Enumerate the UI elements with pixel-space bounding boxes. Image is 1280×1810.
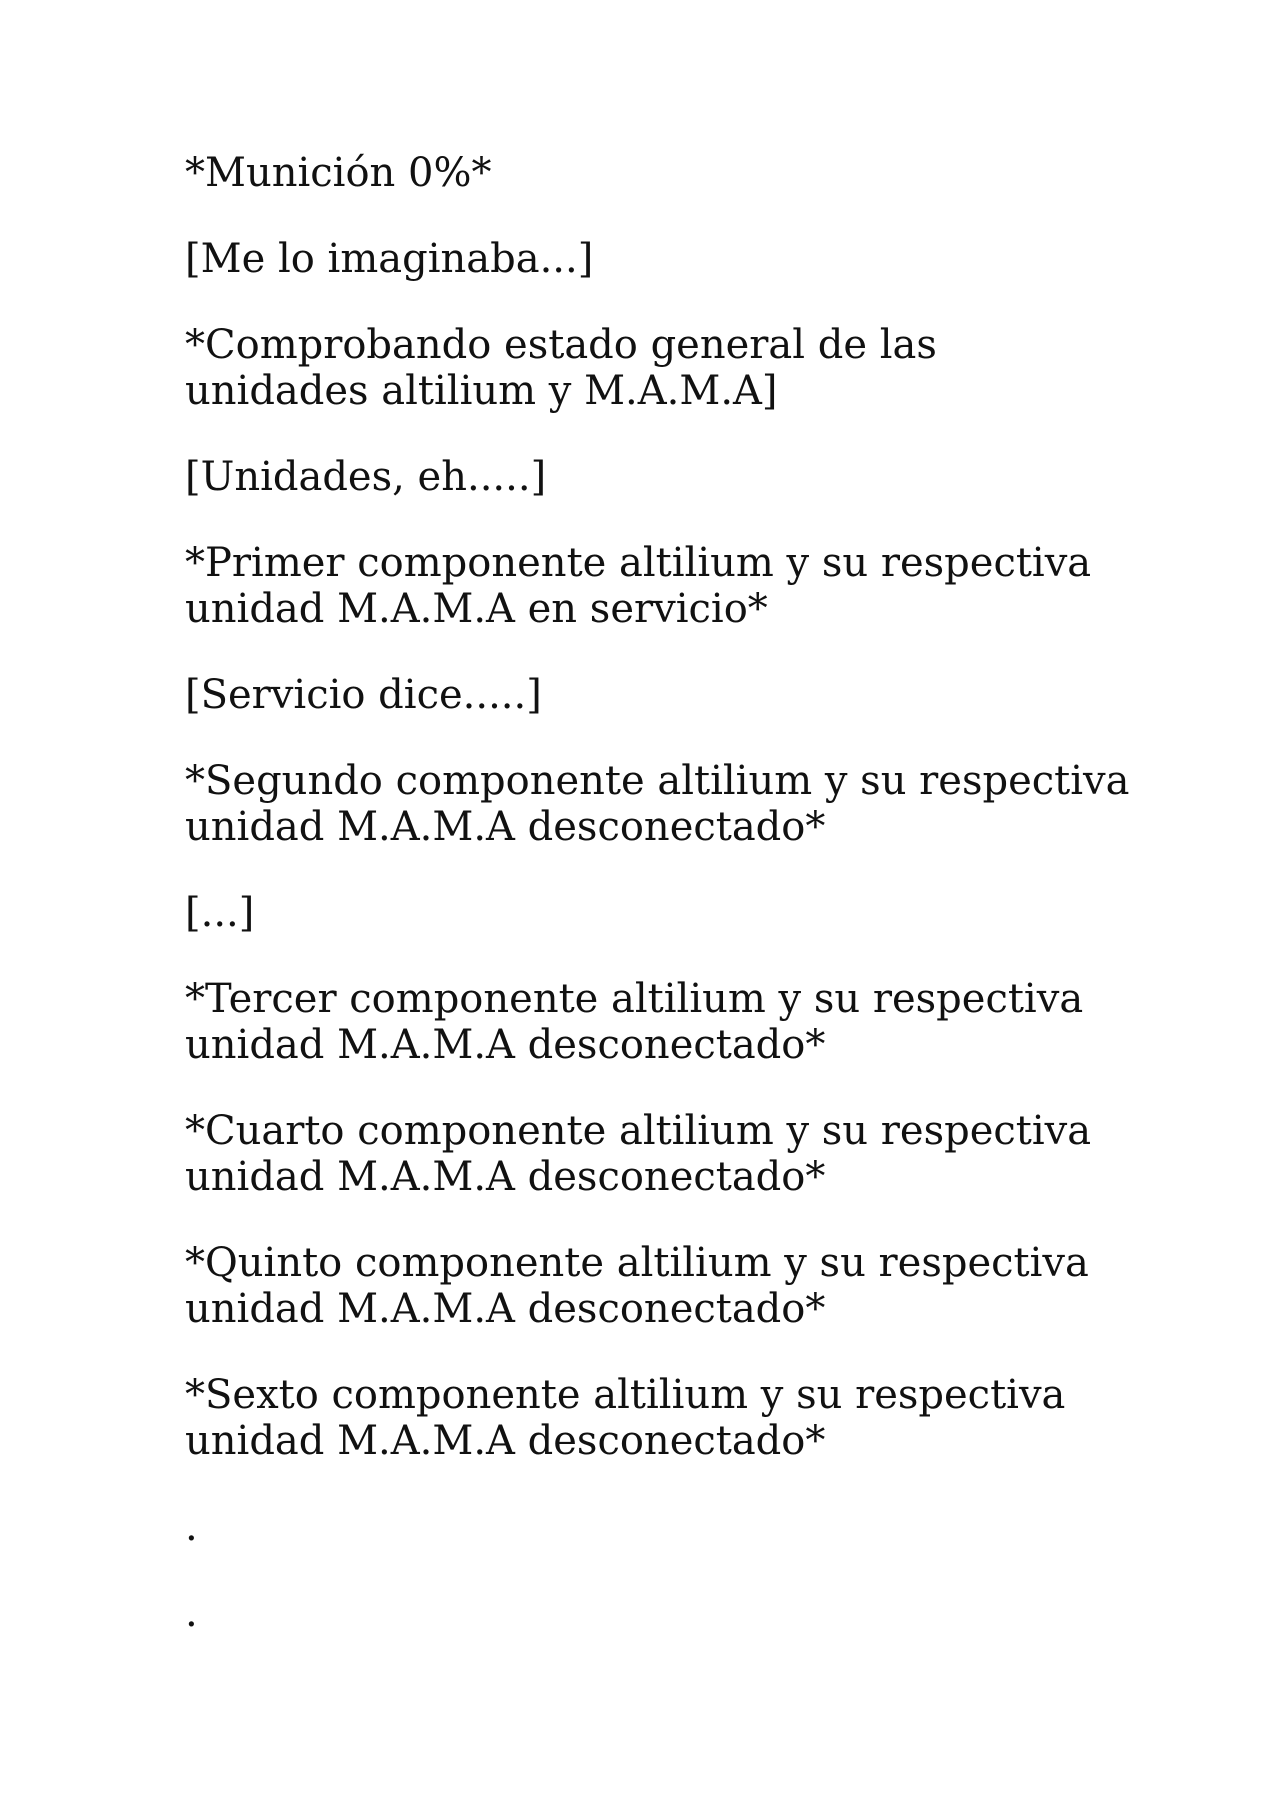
paragraph-line: *Sexto componente altilium y su respectiva (185, 1372, 1066, 1418)
paragraph-line: *Segundo componente altilium y su respectiva (185, 758, 1130, 804)
paragraph-line: . (185, 1590, 198, 1636)
paragraph-dot (185, 1590, 1145, 1636)
paragraph-third-component (185, 976, 1145, 1068)
paragraph-thought (185, 890, 1145, 936)
paragraph-line: *Comprobando estado general de las (185, 322, 937, 368)
paragraph-sixth-component (185, 1372, 1145, 1464)
document-body (185, 150, 1145, 1676)
paragraph-checking-units (185, 322, 1145, 414)
paragraph-fifth-component (185, 1240, 1145, 1332)
paragraph-thought (185, 454, 1145, 500)
paragraph-line: [...] (185, 890, 255, 936)
paragraph-line: *Quinto componente altilium y su respectiva (185, 1240, 1089, 1286)
paragraph-line: unidad M.A.M.A desconectado* (185, 1022, 826, 1068)
paragraph-second-component (185, 758, 1145, 850)
paragraph-line: unidad M.A.M.A en servicio* (185, 586, 768, 632)
paragraph-ammo-status (185, 150, 1145, 196)
paragraph-line: . (185, 1504, 198, 1550)
paragraph-line: [Me lo imaginaba...] (185, 236, 594, 282)
paragraph-thought (185, 236, 1145, 282)
paragraph-line: *Cuarto componente altilium y su respectiva (185, 1108, 1092, 1154)
paragraph-line: unidad M.A.M.A desconectado* (185, 1286, 826, 1332)
paragraph-fourth-component (185, 1108, 1145, 1200)
paragraph-line: unidad M.A.M.A desconectado* (185, 1418, 826, 1464)
paragraph-line: *Primer componente altilium y su respectiva (185, 540, 1092, 586)
paragraph-line: unidad M.A.M.A desconectado* (185, 804, 826, 850)
paragraph-line: unidad M.A.M.A desconectado* (185, 1154, 826, 1200)
paragraph-line: [Servicio dice.....] (185, 672, 542, 718)
paragraph-line: *Munición 0%* (185, 150, 492, 196)
paragraph-dot (185, 1504, 1145, 1550)
paragraph-thought (185, 672, 1145, 718)
paragraph-line: *Tercer componente altilium y su respectiva (185, 976, 1084, 1022)
paragraph-first-component (185, 540, 1145, 632)
paragraph-line: [Unidades, eh.....] (185, 454, 547, 500)
paragraph-line: unidades altilium y M.A.M.A] (185, 368, 778, 414)
